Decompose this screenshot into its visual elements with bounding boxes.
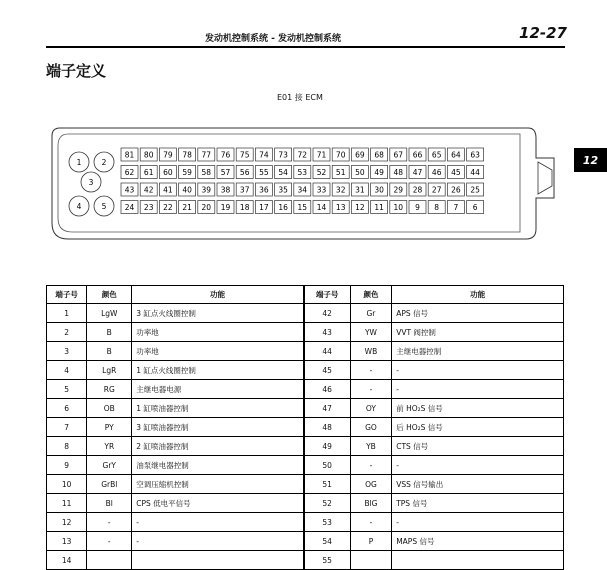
pin-label: 71 — [316, 150, 327, 160]
wire-color-2-cell: OG — [350, 475, 391, 494]
pin-label: 65 — [431, 150, 442, 160]
pin-label: 19 — [220, 203, 231, 212]
function-2-cell: - — [392, 380, 564, 399]
wire-color-2-cell: WB — [350, 342, 391, 361]
pin-label: 53 — [297, 168, 308, 177]
pin-label: 17 — [259, 203, 269, 212]
table-row — [47, 361, 564, 380]
terminal-no-2-cell: 52 — [304, 494, 351, 513]
pin-label: 76 — [220, 150, 231, 160]
table-row — [47, 437, 564, 456]
table-row — [47, 532, 564, 551]
round-pin-label: 1 — [76, 158, 82, 167]
pin-label: 34 — [297, 185, 308, 195]
pin-label: 39 — [201, 185, 212, 195]
pin-label: 61 — [143, 168, 154, 177]
function-cell: 1 缸点火线圈控制 — [132, 361, 304, 380]
table-row — [47, 513, 564, 532]
header-rule — [46, 46, 565, 48]
pin-label: 49 — [374, 168, 384, 177]
wire-color-2-cell: P — [350, 532, 391, 551]
pin-label: 32 — [335, 185, 346, 195]
function-cell: - — [132, 532, 304, 551]
terminal-no-cell: 3 — [47, 342, 87, 361]
pin-label: 31 — [355, 185, 365, 195]
pin-label: 78 — [182, 150, 192, 160]
table-row — [47, 494, 564, 513]
wire-color-2-cell: BlG — [350, 494, 391, 513]
pin-label: 40 — [182, 185, 192, 195]
connector-caption: E01 接 ECM — [277, 93, 323, 102]
function-2-cell: - — [392, 361, 564, 380]
wire-color-cell: - — [87, 513, 132, 532]
terminal-no-cell: 10 — [47, 475, 87, 494]
wire-color-cell: YR — [87, 437, 132, 456]
pin-label: 41 — [163, 185, 173, 195]
pin-label: 22 — [163, 203, 173, 212]
pin-label: 45 — [451, 168, 461, 177]
pin-label: 37 — [239, 185, 250, 195]
table-row — [47, 399, 564, 418]
pin-label: 60 — [163, 168, 173, 177]
pin-label: 69 — [355, 150, 365, 160]
function-2-cell: 后 HO₂S 信号 — [392, 418, 564, 437]
terminal-no-2-cell: 48 — [304, 418, 351, 437]
terminal-no-2-cell: 45 — [304, 361, 351, 380]
pin-label: 59 — [182, 168, 192, 177]
wire-color-cell: GrY — [87, 456, 132, 475]
wire-color-2-cell — [350, 551, 391, 570]
table-row — [47, 380, 564, 399]
wire-color-cell: GrBl — [87, 475, 132, 494]
pin-label: 74 — [259, 150, 269, 160]
pin-label: 24 — [124, 203, 135, 212]
table-row — [47, 418, 564, 437]
function-cell: 空调压缩机控制 — [132, 475, 304, 494]
round-pin-label: 5 — [101, 202, 107, 211]
pin-label: 46 — [431, 168, 442, 177]
pin-label: 80 — [143, 150, 154, 160]
round-pin-label: 3 — [88, 178, 94, 187]
connector-latch — [538, 162, 552, 194]
pin-label: 63 — [470, 150, 480, 160]
table-row — [47, 475, 564, 494]
wire-color-cell: RG — [87, 380, 132, 399]
pin-label: 68 — [374, 150, 384, 160]
wire-color-cell — [87, 551, 132, 570]
terminal-no-2-cell: 55 — [304, 551, 351, 570]
pin-label: 42 — [143, 185, 154, 195]
pin-label: 52 — [316, 168, 327, 177]
pin-label: 27 — [431, 185, 442, 195]
pin-label: 44 — [470, 168, 480, 177]
terminal-no-cell: 9 — [47, 456, 87, 475]
wire-color-cell: LgW — [87, 304, 132, 323]
pin-label: 15 — [297, 203, 308, 212]
header-terminal-no: 端子号 — [47, 286, 87, 304]
wire-color-cell: - — [87, 532, 132, 551]
pin-label: 14 — [316, 203, 327, 212]
table-row — [47, 304, 564, 323]
wire-color-cell: B — [87, 342, 132, 361]
function-2-cell — [392, 551, 564, 570]
pin-label: 30 — [374, 185, 384, 195]
pin-label: 12 — [355, 203, 365, 212]
terminal-no-2-cell: 46 — [304, 380, 351, 399]
wire-color-cell: OB — [87, 399, 132, 418]
function-2-cell: VVT 阀控制 — [392, 323, 564, 342]
function-2-cell: VSS 信号输出 — [392, 475, 564, 494]
wire-color-cell: PY — [87, 418, 132, 437]
function-cell: 油泵继电器控制 — [132, 456, 304, 475]
wire-color-cell: Bl — [87, 494, 132, 513]
pin-label: 48 — [393, 168, 404, 177]
function-2-cell: - — [392, 456, 564, 475]
pin-label: 67 — [393, 150, 404, 160]
wire-color-2-cell: - — [350, 380, 391, 399]
pin-label: 29 — [393, 185, 404, 195]
wire-color-cell: B — [87, 323, 132, 342]
terminal-no-2-cell: 53 — [304, 513, 351, 532]
pin-label: 10 — [393, 203, 404, 212]
terminal-no-2-cell: 54 — [304, 532, 351, 551]
pin-label: 35 — [278, 185, 288, 195]
function-cell: 1 缸喷油器控制 — [132, 399, 304, 418]
pin-label: 9 — [415, 203, 420, 212]
header-function-2: 功能 — [392, 286, 564, 304]
table-row — [47, 342, 564, 361]
terminal-no-cell: 13 — [47, 532, 87, 551]
header-terminal-no-2: 端子号 — [304, 286, 351, 304]
pin-label: 57 — [220, 168, 231, 177]
pin-label: 36 — [259, 185, 269, 195]
wire-color-2-cell: YW — [350, 323, 391, 342]
terminal-no-cell: 11 — [47, 494, 87, 513]
function-cell: 功率地 — [132, 323, 304, 342]
header-color-2: 颜色 — [350, 286, 391, 304]
wire-color-cell: LgR — [87, 361, 132, 380]
pin-label: 7 — [453, 203, 459, 212]
function-cell: 3 缸点火线圈控制 — [132, 304, 304, 323]
pin-label: 66 — [412, 150, 423, 160]
table-row — [47, 551, 564, 570]
terminal-no-cell: 5 — [47, 380, 87, 399]
page-number: 12-27 — [519, 24, 567, 42]
pin-label: 73 — [278, 150, 288, 160]
chapter-tab: 12 — [574, 148, 607, 172]
table-header-row — [47, 286, 564, 304]
function-cell: 2 缸喷油器控制 — [132, 437, 304, 456]
terminal-no-2-cell: 47 — [304, 399, 351, 418]
function-2-cell: 前 HO₂S 信号 — [392, 399, 564, 418]
wire-color-2-cell: OY — [350, 399, 391, 418]
terminal-no-cell: 14 — [47, 551, 87, 570]
terminal-no-2-cell: 51 — [304, 475, 351, 494]
function-2-cell: TPS 信号 — [392, 494, 564, 513]
terminal-no-cell: 1 — [47, 304, 87, 323]
pin-label: 58 — [201, 168, 212, 177]
terminal-no-cell: 6 — [47, 399, 87, 418]
terminal-no-cell: 8 — [47, 437, 87, 456]
round-pin-label: 4 — [76, 202, 82, 211]
table-row — [47, 456, 564, 475]
terminal-no-2-cell: 44 — [304, 342, 351, 361]
wire-color-2-cell: GO — [350, 418, 391, 437]
terminal-no-2-cell: 43 — [304, 323, 351, 342]
header-function: 功能 — [132, 286, 304, 304]
wire-color-2-cell: - — [350, 456, 391, 475]
pin-label: 23 — [143, 203, 154, 212]
pin-label: 20 — [201, 203, 212, 212]
pin-label: 64 — [451, 150, 461, 160]
terminal-no-cell: 2 — [47, 323, 87, 342]
terminal-no-cell: 4 — [47, 361, 87, 380]
pin-label: 56 — [239, 168, 250, 177]
function-cell: 功率地 — [132, 342, 304, 361]
table-row — [47, 323, 564, 342]
pin-label: 72 — [297, 150, 308, 160]
function-2-cell: MAPS 信号 — [392, 532, 564, 551]
terminal-no-cell: 7 — [47, 418, 87, 437]
pin-label: 21 — [182, 203, 192, 212]
connector-outline — [52, 128, 554, 239]
running-header: 发动机控制系统 - 发动机控制系统 — [205, 34, 342, 44]
function-cell: - — [132, 513, 304, 532]
wire-color-2-cell: YB — [350, 437, 391, 456]
pin-label: 11 — [374, 203, 384, 212]
function-cell: CPS 低电平信号 — [132, 494, 304, 513]
terminal-no-2-cell: 42 — [304, 304, 351, 323]
pin-label: 16 — [278, 203, 288, 212]
pin-label: 6 — [472, 203, 478, 212]
wire-color-2-cell: - — [350, 361, 391, 380]
pin-label: 18 — [239, 203, 250, 212]
function-cell — [132, 551, 304, 570]
pin-grid — [121, 148, 484, 214]
pin-label: 62 — [124, 168, 135, 177]
pin-label: 8 — [434, 203, 440, 212]
pin-label: 70 — [335, 150, 346, 160]
wire-color-2-cell: - — [350, 513, 391, 532]
header-color: 颜色 — [87, 286, 132, 304]
pin-label: 79 — [163, 150, 173, 160]
function-cell: 3 缸喷油器控制 — [132, 418, 304, 437]
round-pin-group — [69, 152, 114, 216]
function-2-cell: CTS 信号 — [392, 437, 564, 456]
pin-label: 33 — [316, 185, 327, 195]
round-pin-label: 2 — [101, 158, 107, 167]
terminal-no-2-cell: 49 — [304, 437, 351, 456]
terminal-table — [46, 285, 564, 570]
pin-label: 51 — [335, 168, 346, 177]
function-cell: 主继电器电源 — [132, 380, 304, 399]
pin-label: 47 — [412, 168, 423, 177]
pin-label: 77 — [201, 150, 212, 160]
pin-label: 50 — [355, 168, 365, 177]
pin-label: 13 — [335, 203, 346, 212]
pin-label: 25 — [470, 185, 480, 195]
section-title: 端子定义 — [46, 62, 107, 80]
pin-label: 26 — [451, 185, 461, 195]
function-2-cell: - — [392, 513, 564, 532]
pin-label: 28 — [412, 185, 423, 195]
wire-color-2-cell: Gr — [350, 304, 391, 323]
function-2-cell: APS 信号 — [392, 304, 564, 323]
function-2-cell: 主继电器控制 — [392, 342, 564, 361]
pin-label: 54 — [278, 168, 288, 177]
pin-label: 43 — [124, 185, 135, 195]
pin-label: 55 — [259, 168, 269, 177]
pin-label: 38 — [220, 185, 231, 195]
terminal-no-cell: 12 — [47, 513, 87, 532]
pin-label: 75 — [239, 150, 250, 160]
terminal-no-2-cell: 50 — [304, 456, 351, 475]
ecm-connector-diagram — [48, 126, 558, 241]
pin-label: 81 — [124, 150, 135, 160]
